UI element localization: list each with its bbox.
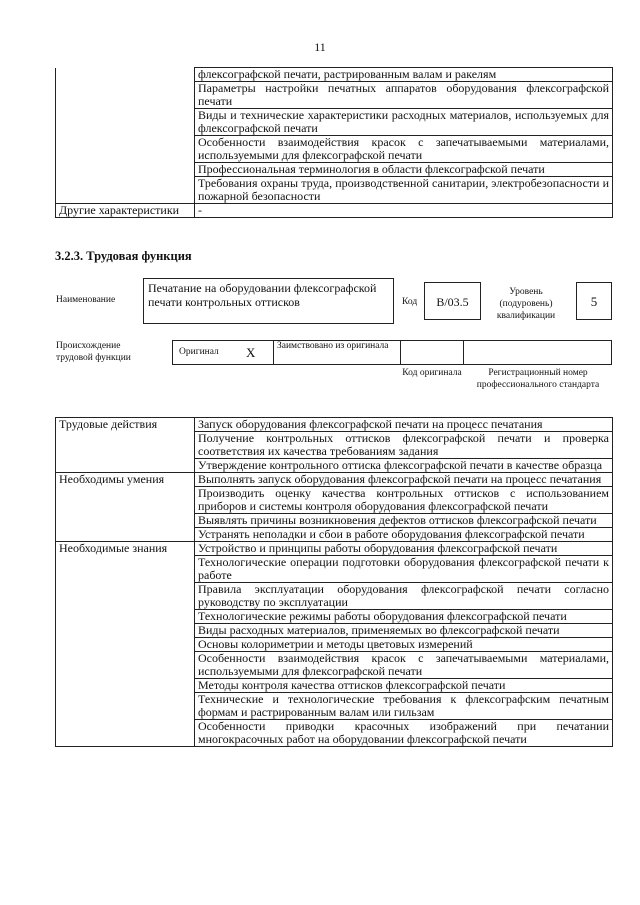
list-item: Особенности взаимодействия красок с запечатываемыми материалами, используемыми для флексографской печати [195,136,613,163]
table-row [56,542,613,556]
list-item: Требования охраны труда, производственной санитарии, электробезопасности и пожарной безопасности [195,177,613,204]
origin-label: Происхождение трудовой функции [56,341,131,363]
list-item: Виды расходных материалов, применяемых во флексографской печати [195,624,613,638]
function-name-value: Печатание на оборудовании флексографской печати контрольных оттисков [148,281,377,309]
level-box [576,282,612,320]
table-row [56,204,613,218]
category-cell-empty [56,68,195,204]
function-name-box [143,278,394,324]
code-box [424,282,481,320]
list-item: Запуск оборудования флексографской печати на процесс печатания [195,418,613,432]
code-value: B/03.5 [436,295,469,309]
page-number: 11 [314,40,326,54]
table-row [56,473,613,487]
list-item: Методы контроля качества оттисков флексографской печати [195,679,613,693]
origin-reg-box [463,340,612,365]
list-item: Устройство и принципы работы оборудования флексографской печати [195,542,613,556]
table-row [56,418,613,432]
list-item: Выявлять причины возникновения дефектов оттисков флексографской печати [195,514,613,528]
list-item: Правила эксплуатации оборудования флексографской печати согласно руководству по эксплуатации [195,583,613,610]
list-item: флексографской печати, растрированным валам и ракелям [195,68,613,82]
origin-code-caption: Код оригинала [402,368,462,378]
list-item: Производить оценку качества контрольных оттисков с использованием приборов и системы контроля оборудования флексографской печати [195,487,613,514]
list-item: Получение контрольных оттисков флексографской печати и проверка соответствия их качества требованиям задания [195,432,613,459]
list-item: Выполнять запуск оборудования флексографской печати на процесс печатания [195,473,613,487]
level-value: 5 [590,294,598,309]
other-characteristics-label: Другие характеристики [56,204,195,218]
code-label: Код [402,297,418,307]
category-cell: Необходимы умения [56,473,195,542]
category-cell: Необходимые знания [56,542,195,747]
list-item: Технологические режимы работы оборудования флексографской печати [195,610,613,624]
labor-function-table [55,417,613,747]
list-item: Особенности взаимодействия красок с запечатываемыми материалами, используемыми для флексографской печати [195,652,613,679]
list-item: Профессиональная терминология в области флексографской печати [195,163,613,177]
list-item: Утверждение контрольного оттиска флексографской печати в качестве образца [195,459,613,473]
origin-code-box [400,340,464,365]
list-item: Параметры настройки печатных аппаратов оборудования флексографской печати [195,82,613,109]
list-item: Виды и технические характеристики расходных материалов, используемых для флексографской печати [195,109,613,136]
category-cell: Трудовые действия [56,418,195,473]
origin-original-label: Оригинал [179,347,219,357]
list-item: Технологические операции подготовки оборудования флексографской печати к работе [195,556,613,583]
origin-reg-caption: Регистрационный номер профессионального стандарта [476,368,600,390]
other-characteristics-value: - [195,204,613,218]
top-characteristics-table [55,67,613,218]
list-item: Основы колориметрии и методы цветовых измерений [195,638,613,652]
table-row [56,68,613,82]
section-title: 3.2.3. Трудовая функция [55,249,192,263]
origin-original-mark: X [246,345,256,360]
list-item: Устранять неполадки и сбои в работе оборудования флексографской печати [195,528,613,542]
name-label: Наименование [56,295,116,305]
origin-borrowed-label: Заимствовано из оригинала [277,341,389,351]
list-item: Особенности приводки красочных изображений при печатании многокрасочных работ на оборудовании флексографской печати [195,720,613,747]
list-item: Технические и технологические требования к флексографским печатным формам и растрированным валам или гильзам [195,693,613,720]
level-label: Уровень (подуровень) квалификации [496,287,556,321]
